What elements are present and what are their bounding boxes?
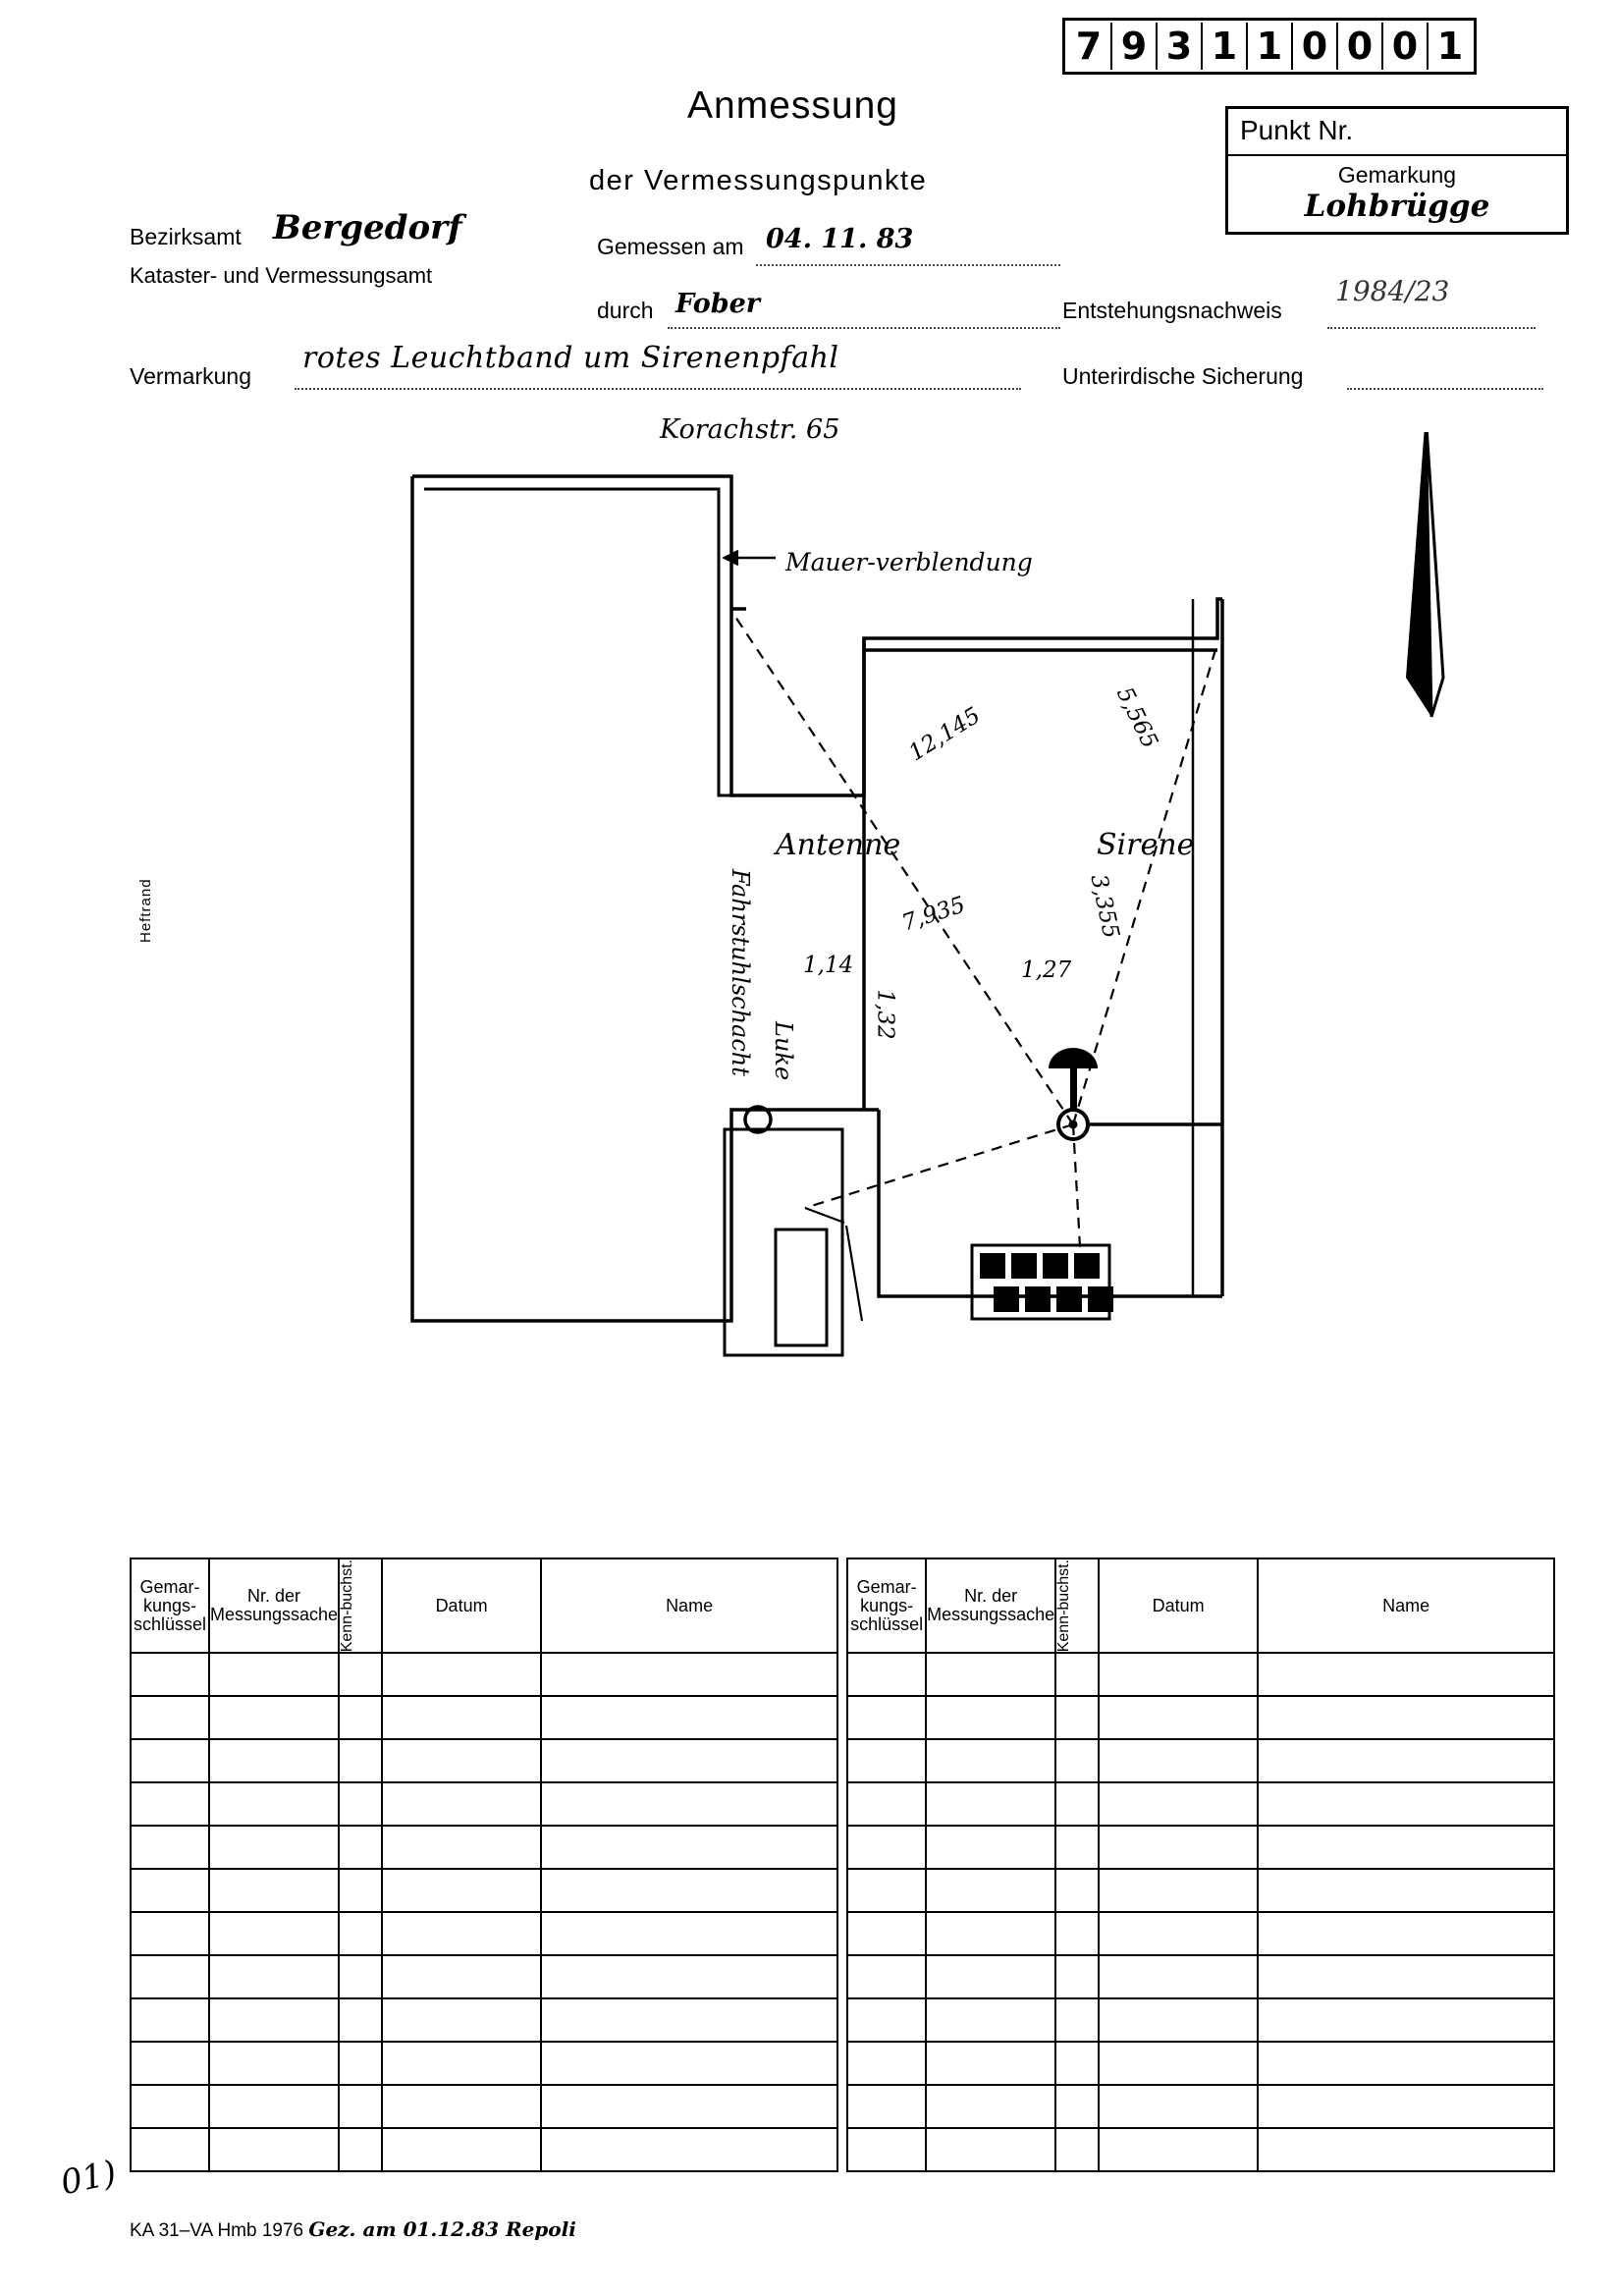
- hdr-line: Gemar-: [856, 1576, 917, 1597]
- table-cell[interactable]: [847, 1739, 926, 1782]
- table-cell[interactable]: [1099, 1998, 1258, 2042]
- entstehungsnachweis-value: 1984/23: [1335, 275, 1450, 307]
- table-cell[interactable]: [209, 1782, 339, 1826]
- table-cell[interactable]: [339, 1696, 382, 1739]
- table-gap: [837, 1782, 847, 1826]
- table-row[interactable]: [131, 1869, 1554, 1912]
- vermarkung-underline: [295, 387, 1021, 390]
- punkt-nr-digit: 1: [1203, 23, 1248, 70]
- vermarkung-label: Vermarkung: [130, 363, 252, 389]
- table-cell[interactable]: [1258, 2042, 1554, 2085]
- table-row[interactable]: [131, 1955, 1554, 1998]
- table-gap: [837, 1998, 847, 2042]
- table-gap: [837, 1955, 847, 1998]
- vermarkung-value: rotes Leuchtband um Sirenenpfahl: [302, 341, 839, 375]
- entstehungsnachweis-underline: [1327, 326, 1536, 329]
- hdr-line: Messungssache: [927, 1605, 1055, 1625]
- table-cell[interactable]: [1055, 1869, 1099, 1912]
- table-cell[interactable]: [382, 1782, 541, 1826]
- entstehungsnachweis-label: Entstehungsnachweis: [1062, 298, 1282, 323]
- table-cell[interactable]: [1099, 1869, 1258, 1912]
- col-nr-messungssache-2: [926, 1558, 1055, 1653]
- table-cell[interactable]: [847, 1826, 926, 1869]
- table-row[interactable]: [131, 1998, 1554, 2042]
- table-cell[interactable]: [339, 1782, 382, 1826]
- gemarkung-value: Lohbrügge: [1304, 189, 1490, 224]
- punkt-nr-digit: 9: [1112, 23, 1158, 70]
- table-cell[interactable]: [382, 2042, 541, 2085]
- heftrand-label: Heftrand: [137, 878, 154, 943]
- table-cell[interactable]: [847, 1955, 926, 1998]
- punkt-nr-label: Punkt Nr.: [1228, 109, 1566, 156]
- punkt-nr-digit: 1: [1436, 25, 1464, 68]
- table-cell[interactable]: [1258, 1869, 1554, 1912]
- table-gap: [837, 2085, 847, 2128]
- table-cell[interactable]: [382, 2128, 541, 2171]
- table-cell[interactable]: [847, 1696, 926, 1739]
- table-cell[interactable]: [926, 1912, 1055, 1955]
- dim-1-32: 1,32: [872, 989, 898, 1040]
- col-gemarkungsschluessel: [131, 1558, 209, 1653]
- table-cell[interactable]: [1055, 1739, 1099, 1782]
- table-row[interactable]: [131, 1826, 1554, 1869]
- table-cell[interactable]: [382, 2085, 541, 2128]
- table-row[interactable]: [131, 1912, 1554, 1955]
- luke-label: Luke: [770, 1021, 797, 1081]
- table-gap: [837, 1696, 847, 1739]
- table-cell[interactable]: [541, 1869, 837, 1912]
- table-cell[interactable]: [847, 1653, 926, 1696]
- table-cell[interactable]: [209, 1955, 339, 1998]
- gemessen-am-value: 04. 11. 83: [766, 224, 914, 254]
- table-cell[interactable]: [926, 2042, 1055, 2085]
- hdr-vertical: Kenn-buchst.: [1055, 1559, 1073, 1653]
- table-row[interactable]: [131, 2085, 1554, 2128]
- page-title: Anmessung: [687, 84, 898, 127]
- table-cell[interactable]: [209, 1869, 339, 1912]
- table-cell[interactable]: [1099, 2128, 1258, 2171]
- punkt-nr-digit: 3: [1158, 23, 1203, 70]
- table-cell[interactable]: [541, 2128, 837, 2171]
- table-cell[interactable]: [131, 2085, 209, 2128]
- table-cell[interactable]: [1099, 1782, 1258, 1826]
- durch-value: Fober: [675, 289, 760, 319]
- col-name-2: Name: [1258, 1558, 1554, 1653]
- table-gap: [837, 1869, 847, 1912]
- table-cell[interactable]: [209, 2128, 339, 2171]
- table-body: [131, 1653, 1554, 2171]
- table-cell[interactable]: [926, 1696, 1055, 1739]
- table-cell[interactable]: [1258, 1696, 1554, 1739]
- table-cell[interactable]: [541, 1782, 837, 1826]
- table-cell[interactable]: [1258, 1782, 1554, 1826]
- table-cell[interactable]: [382, 1912, 541, 1955]
- table-cell[interactable]: [1099, 1826, 1258, 1869]
- table-cell[interactable]: [541, 2085, 837, 2128]
- table-row[interactable]: [131, 1739, 1554, 1782]
- hdr-line: Messungssache: [210, 1605, 339, 1625]
- gemarkung-label: Gemarkung: [1337, 162, 1457, 188]
- register-table: [130, 1558, 1555, 2172]
- table-cell[interactable]: [1055, 1696, 1099, 1739]
- unterirdische-sicherung-label: Unterirdische Sicherung: [1062, 363, 1304, 389]
- table-cell[interactable]: [847, 2042, 926, 2085]
- table-cell[interactable]: [209, 2042, 339, 2085]
- gemessen-am-label: Gemessen am: [597, 234, 744, 259]
- table-cell[interactable]: [209, 1696, 339, 1739]
- table-cell[interactable]: [339, 1998, 382, 2042]
- table-cell[interactable]: [131, 1869, 209, 1912]
- table-cell[interactable]: [1055, 1653, 1099, 1696]
- table-cell[interactable]: [847, 2128, 926, 2171]
- table-cell[interactable]: [541, 1912, 837, 1955]
- table-cell[interactable]: [1099, 1739, 1258, 1782]
- table-cell[interactable]: [926, 1826, 1055, 1869]
- punkt-nr-digit: 7: [1067, 23, 1112, 70]
- table-cell[interactable]: [1055, 1998, 1099, 2042]
- table-cell[interactable]: [131, 1653, 209, 1696]
- table-cell[interactable]: [926, 1869, 1055, 1912]
- hdr-line: schlüssel: [133, 1613, 207, 1634]
- table-cell[interactable]: [1055, 2085, 1099, 2128]
- table-cell[interactable]: [382, 1998, 541, 2042]
- form-code: KA 31–VA Hmb 1976: [130, 2220, 304, 2241]
- table-cell[interactable]: [1258, 1912, 1554, 1955]
- table-cell[interactable]: [926, 1739, 1055, 1782]
- table-cell[interactable]: [382, 1696, 541, 1739]
- page-subtitle: der Vermessungspunkte: [589, 165, 928, 196]
- street-label: Korachstr. 65: [660, 414, 840, 445]
- col-datum-2: Datum: [1099, 1558, 1258, 1653]
- hdr-line: Gemar-: [139, 1576, 200, 1597]
- table-cell[interactable]: [1055, 1955, 1099, 1998]
- table-gap: [837, 2128, 847, 2171]
- table-cell[interactable]: [541, 1653, 837, 1696]
- table-cell[interactable]: [209, 1912, 339, 1955]
- hdr-line: kungs-: [142, 1595, 197, 1615]
- table-cell[interactable]: [131, 1955, 209, 1998]
- table-cell[interactable]: [131, 1696, 209, 1739]
- table-cell[interactable]: [1099, 1653, 1258, 1696]
- table-cell[interactable]: [926, 1998, 1055, 2042]
- table-header-row: [131, 1558, 1554, 1653]
- table-cell[interactable]: [847, 2085, 926, 2128]
- table-cell[interactable]: [847, 1869, 926, 1912]
- table-cell[interactable]: [339, 1653, 382, 1696]
- table-cell[interactable]: [541, 1826, 837, 1869]
- table-cell[interactable]: [382, 1826, 541, 1869]
- table-cell[interactable]: [339, 1955, 382, 1998]
- table-cell[interactable]: [1099, 2085, 1258, 2128]
- table-cell[interactable]: [131, 1998, 209, 2042]
- kataster-amt-label: Kataster- und Vermessungsamt: [130, 263, 433, 288]
- dim-3-355: 3,355: [1085, 872, 1124, 941]
- col-nr-messungssache: [209, 1558, 339, 1653]
- table-cell[interactable]: [847, 1998, 926, 2042]
- table-cell[interactable]: [131, 1782, 209, 1826]
- table-gap: [837, 2042, 847, 2085]
- table-cell[interactable]: [1099, 1955, 1258, 1998]
- table-cell[interactable]: [131, 1826, 209, 1869]
- table-cell[interactable]: [847, 1912, 926, 1955]
- table-cell[interactable]: [339, 1826, 382, 1869]
- table-cell[interactable]: [1258, 2128, 1554, 2171]
- dim-1-14: 1,14: [803, 953, 854, 978]
- dim-5-565: 5,565: [1110, 683, 1163, 753]
- unterirdische-sicherung-underline: [1347, 387, 1543, 390]
- table-cell[interactable]: [1055, 2128, 1099, 2171]
- table-cell[interactable]: [1258, 1739, 1554, 1782]
- table-cell[interactable]: [926, 2128, 1055, 2171]
- table-cell[interactable]: [339, 1869, 382, 1912]
- table-cell[interactable]: [1099, 2042, 1258, 2085]
- punkt-nr-digit: 0: [1383, 23, 1429, 70]
- antenne-label: Antenne: [776, 828, 901, 862]
- bezirksamt-label: Bezirksamt: [130, 224, 242, 249]
- table-gap: [837, 1912, 847, 1955]
- table-cell[interactable]: [926, 1782, 1055, 1826]
- table-cell[interactable]: [847, 1782, 926, 1826]
- table-cell[interactable]: [382, 1739, 541, 1782]
- table-cell[interactable]: [209, 1998, 339, 2042]
- table-row[interactable]: [131, 2128, 1554, 2171]
- table-cell[interactable]: [1055, 1782, 1099, 1826]
- table-cell[interactable]: [1258, 1955, 1554, 1998]
- table-cell[interactable]: [1099, 1912, 1258, 1955]
- table-cell[interactable]: [926, 1653, 1055, 1696]
- punkt-nr-digit: 0: [1293, 23, 1338, 70]
- fahrstuhlschacht-label: Fahrstuhlschacht: [727, 869, 754, 1076]
- punkt-nr-box: [1225, 106, 1569, 235]
- table-cell[interactable]: [541, 1955, 837, 1998]
- table-cell[interactable]: [1258, 1653, 1554, 1696]
- hdr-vertical: Kenn-buchst.: [339, 1559, 356, 1653]
- gez-text: Gez. am 01.12.83 Repoli: [308, 2217, 576, 2241]
- punkt-nr-digit: 1: [1248, 23, 1293, 70]
- table-cell[interactable]: [131, 1912, 209, 1955]
- table-cell[interactable]: [1099, 1696, 1258, 1739]
- survey-sketch: [0, 432, 1618, 1552]
- col-kennbuchstabe: [339, 1558, 382, 1653]
- table-cell[interactable]: [541, 1739, 837, 1782]
- table-cell[interactable]: [382, 1653, 541, 1696]
- table-cell[interactable]: [1055, 1912, 1099, 1955]
- table-cell[interactable]: [339, 1912, 382, 1955]
- gemessen-am-underline: [756, 263, 1060, 266]
- table-row[interactable]: [131, 1782, 1554, 1826]
- col-kennbuchstabe-2: [1055, 1558, 1099, 1653]
- dim-7-935: 7,935: [898, 892, 969, 937]
- dim-12-145: 12,145: [904, 702, 986, 767]
- table-cell[interactable]: [339, 2042, 382, 2085]
- table-row[interactable]: [131, 1653, 1554, 1696]
- table-cell[interactable]: [209, 1653, 339, 1696]
- table-cell[interactable]: [209, 1739, 339, 1782]
- table-gap: [837, 1739, 847, 1782]
- sirene-label: Sirene: [1097, 828, 1195, 862]
- table-cell[interactable]: [209, 2085, 339, 2128]
- table-cell[interactable]: [926, 2085, 1055, 2128]
- punkt-nr-digit: 0: [1338, 23, 1383, 70]
- mauer-verblendung-label: Mauer-verblendung: [785, 548, 1033, 576]
- table-cell[interactable]: [131, 2042, 209, 2085]
- table-cell[interactable]: [339, 2085, 382, 2128]
- table-cell[interactable]: [339, 1739, 382, 1782]
- footer: [130, 2217, 576, 2242]
- page-mark: 01): [57, 2153, 121, 2204]
- col-name: Name: [541, 1558, 837, 1653]
- table-gap: [837, 1826, 847, 1869]
- hdr-line: Nr. der: [247, 1586, 301, 1607]
- table-cell[interactable]: [339, 2128, 382, 2171]
- table-gap: [837, 1558, 847, 1653]
- table-cell[interactable]: [382, 1869, 541, 1912]
- table-cell[interactable]: [541, 2042, 837, 2085]
- register-table-grid: [130, 1558, 1555, 2172]
- hdr-line: schlüssel: [850, 1613, 924, 1634]
- table-cell[interactable]: [1258, 2085, 1554, 2128]
- table-cell[interactable]: [1055, 1826, 1099, 1869]
- table-cell[interactable]: [1258, 1826, 1554, 1869]
- table-row[interactable]: [131, 2042, 1554, 2085]
- hdr-line: kungs-: [860, 1595, 914, 1615]
- table-cell[interactable]: [926, 1955, 1055, 1998]
- table-cell[interactable]: [541, 1998, 837, 2042]
- table-cell[interactable]: [541, 1696, 837, 1739]
- table-cell[interactable]: [1258, 1998, 1554, 2042]
- table-cell[interactable]: [209, 1826, 339, 1869]
- hdr-line: Nr. der: [964, 1586, 1018, 1607]
- table-row[interactable]: [131, 1696, 1554, 1739]
- dim-1-27: 1,27: [1021, 957, 1072, 983]
- table-cell[interactable]: [382, 1955, 541, 1998]
- table-cell[interactable]: [131, 2128, 209, 2171]
- col-gemarkungsschluessel-2: [847, 1558, 926, 1653]
- durch-label: durch: [597, 298, 654, 323]
- table-gap: [837, 1653, 847, 1696]
- punkt-nr-digit-boxes: [1062, 18, 1477, 75]
- table-cell[interactable]: [131, 1739, 209, 1782]
- bezirksamt-value: Bergedorf: [273, 208, 462, 247]
- table-cell[interactable]: [1055, 2042, 1099, 2085]
- col-datum: Datum: [382, 1558, 541, 1653]
- durch-underline: [668, 326, 1060, 329]
